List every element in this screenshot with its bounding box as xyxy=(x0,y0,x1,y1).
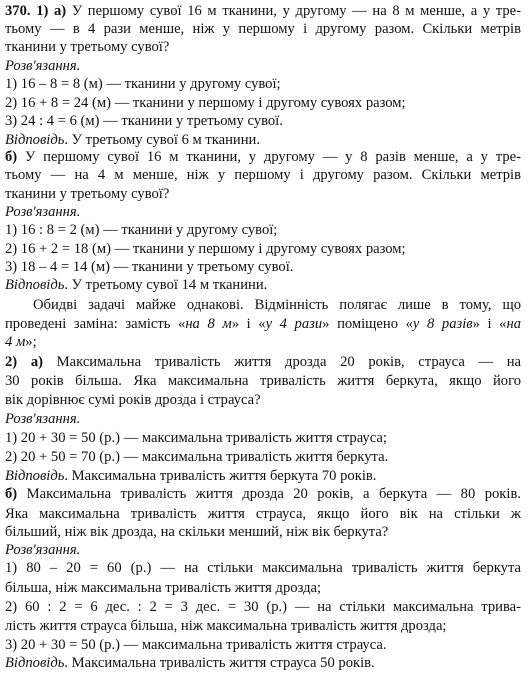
text-run: на 8 м xyxy=(185,316,232,332)
text-run: у 8 разів xyxy=(412,316,473,332)
text-run: Розв'язання. xyxy=(5,411,81,427)
text-run: лість життя страуса більша, ніж максимальна тривалість життя дрозда; xyxy=(5,618,447,634)
text-run: » і « xyxy=(472,316,507,332)
text-run: 3) 24 : 4 = 6 (м) — тканини у третьому сувої. xyxy=(5,113,283,129)
text-run: 3) 20 + 30 = 50 (р.) — максимальна тривалість життя страуса. xyxy=(5,637,387,653)
text-run: Яка максимальна тривалість життя страуса, якщо його вік на стільки ж xyxy=(5,506,521,522)
text-run: 370. 1) а) xyxy=(5,3,72,19)
text-run: 3) 18 – 4 = 14 (м) — тканини у третьому сувої. xyxy=(5,259,294,275)
text-run: б) xyxy=(5,149,25,165)
text-run: 2) 16 + 2 = 18 (м) — тканини у першому і другому сувоях разом; xyxy=(5,241,406,257)
text-run: тьому — на 4 м менше, ніж у першому і другому разом. Скільки метрів xyxy=(5,167,521,183)
text-run: тканини у третьому сувої? xyxy=(5,186,170,202)
text-run: Розв'язання. xyxy=(5,58,81,74)
text-line xyxy=(5,483,521,505)
text-run: у 4 рази xyxy=(265,316,323,332)
text-line xyxy=(5,331,521,353)
text-run: Розв'язання. xyxy=(5,542,81,558)
text-run: 1) 80 – 20 = 60 (р.) — на стільки максимальна тривалість життя беркута xyxy=(5,560,521,576)
text-run: . У третьому сувої 6 м тканини. xyxy=(64,132,261,148)
text-run: У першому сувої 16 м тканини, у другому — на 8 м менше, а у тре- xyxy=(71,3,521,19)
text-line xyxy=(5,274,521,296)
text-run: 4 м xyxy=(5,334,26,350)
text-run: Максимальна тривалість життя дрозда 20 років, а беркута — 80 років. xyxy=(26,486,521,502)
text-run: 2) а) xyxy=(5,354,57,370)
text-run: Максимальна тривалість життя дрозда 20 років, страуса — на xyxy=(56,354,521,370)
text-run: » поміщено « xyxy=(322,316,413,332)
text-run: . Максимальна тривалість життя беркута 70 років. xyxy=(64,468,377,484)
text-run: б) xyxy=(5,486,27,502)
text-run: . Максимальна тривалість життя страуса 50 років. xyxy=(64,655,375,671)
text-run: Розв'язання. xyxy=(5,204,81,220)
text-run: 1) 16 : 8 = 2 (м) — тканини у другому сувої; xyxy=(5,222,278,238)
text-line xyxy=(5,652,521,674)
text-run: проведені заміна: замість « xyxy=(5,316,186,332)
text-run: 2) 16 + 8 = 24 (м) — тканини у першому і другому сувоях разом; xyxy=(5,95,406,111)
text-run: 1) 16 – 8 = 8 (м) — тканини у другому сувої; xyxy=(5,76,281,92)
text-run: тьому — в 4 рази менше, ніж у першому і другому разом. Скільки метрів xyxy=(5,21,521,37)
text-run: Обидві задачі майже однакові. Відмінність полягає лише в тому, що xyxy=(33,297,521,313)
text-run: на xyxy=(506,316,521,332)
text-run: Відповідь xyxy=(5,655,65,671)
text-run: тканини у третьому сувої? xyxy=(5,39,170,55)
text-run: Відповідь xyxy=(5,132,65,148)
text-run: 2) 60 : 2 = 6 дес. : 2 = 3 дес. = 30 (р.) — на стільки максимальна трива- xyxy=(5,599,521,615)
text-run: . У третьому сувої 14 м тканини. xyxy=(64,277,268,293)
text-run: більший, ніж вік дрозда, на скільки менший, ніж вік беркута? xyxy=(5,524,389,540)
text-run: Відповідь xyxy=(5,277,65,293)
text-run: У першому сувої 16 м тканини, у другому — у 8 разів менше, а у тре- xyxy=(24,149,521,165)
text-run: 2) 20 + 50 = 70 (р.) — максимальна тривалість життя беркута. xyxy=(5,449,389,465)
text-line xyxy=(5,557,521,579)
text-run: Відповідь xyxy=(5,468,65,484)
text-run: »; xyxy=(25,334,37,350)
text-run: вік дорівнює сумі років дрозда і страуса? xyxy=(5,392,261,408)
text-run: » і « xyxy=(231,316,266,332)
text-run: 30 років більша. Яка максимальна тривалість життя беркута, якщо його xyxy=(5,373,521,389)
text-run: 1) 20 + 30 = 50 (р.) — максимальна тривалість життя страуса; xyxy=(5,430,387,446)
text-run: більша, ніж максимальна тривалість життя дрозда; xyxy=(5,580,322,596)
